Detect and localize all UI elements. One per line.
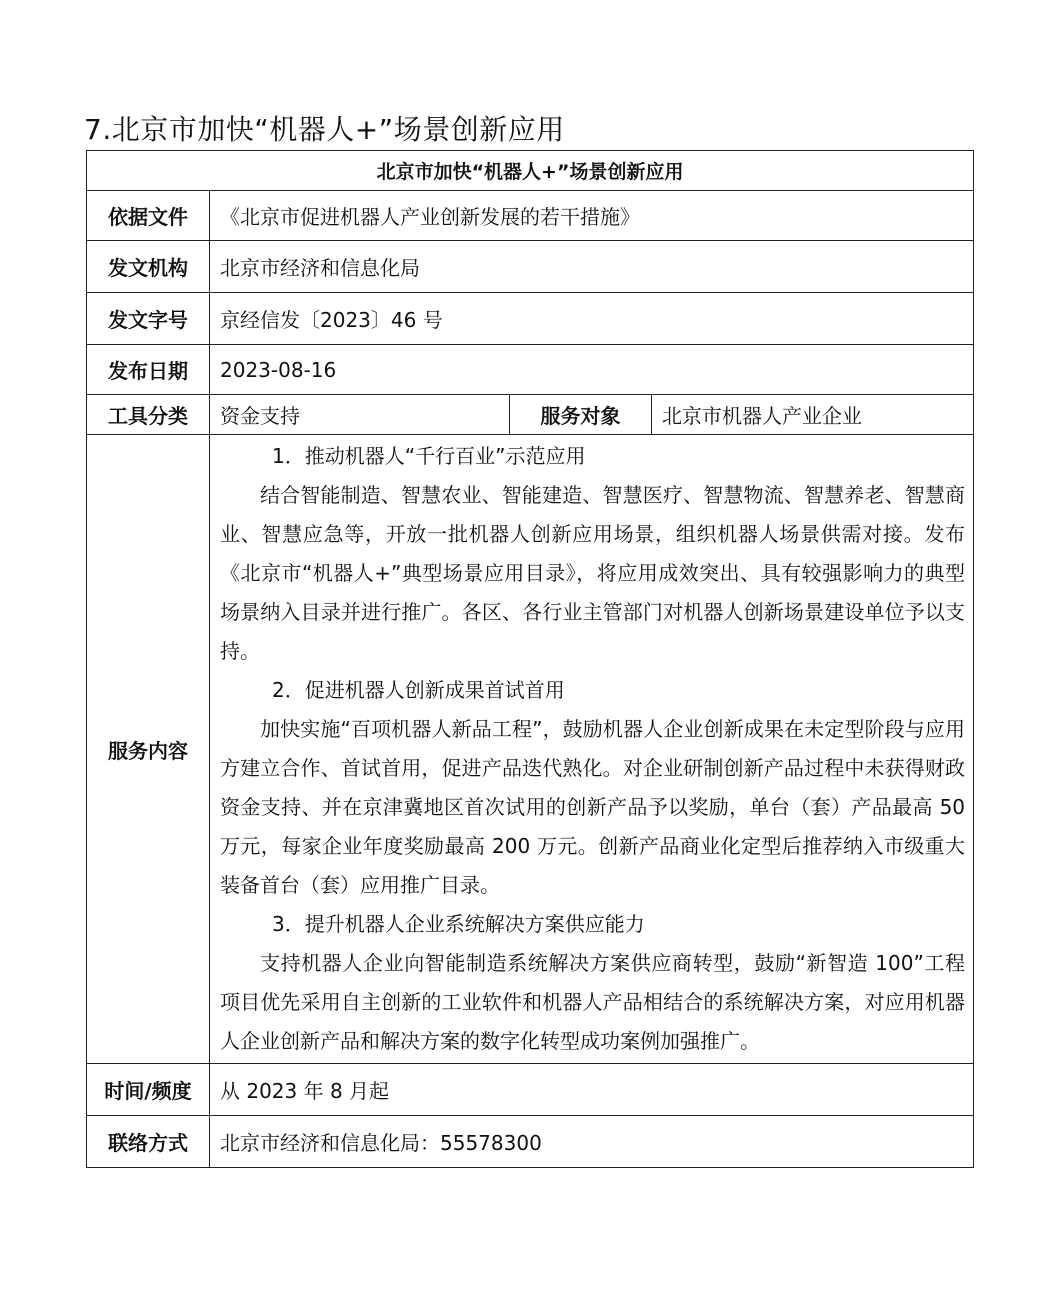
table-title-row	[87, 151, 974, 191]
basis-row	[87, 191, 974, 241]
basis-value: 《北京市促进机器人产业创新发展的若干措施》	[210, 191, 974, 241]
target-label: 服务对象	[510, 395, 652, 435]
service-section-2-title: 2．促进机器人创新成果首试首用	[272, 678, 565, 702]
basis-label: 依据文件	[87, 191, 210, 241]
contact-row	[87, 1116, 974, 1168]
doc-no-row	[87, 293, 974, 345]
tool-label: 工具分类	[87, 395, 210, 435]
tool-value: 资金支持	[210, 395, 510, 435]
service-row	[87, 435, 974, 1064]
time-label: 时间/频度	[87, 1064, 210, 1116]
doc-no-value: 京经信发〔2023〕46 号	[210, 293, 974, 345]
page-heading: 7.北京市加快“机器人+”场景创新应用	[84, 113, 565, 146]
contact-value: 北京市经济和信息化局：55578300	[210, 1116, 974, 1168]
doc-no-label: 发文字号	[87, 293, 210, 345]
time-value: 从 2023 年 8 月起	[210, 1064, 974, 1116]
service-label: 服务内容	[87, 435, 210, 1064]
service-section-1-title: 1．推动机器人“千行百业”示范应用	[272, 444, 586, 468]
issuer-value: 北京市经济和信息化局	[210, 241, 974, 293]
issuer-row	[87, 241, 974, 293]
issuer-label: 发文机构	[87, 241, 210, 293]
service-section-3-title: 3．提升机器人企业系统解决方案供应能力	[272, 912, 645, 936]
date-label: 发布日期	[87, 345, 210, 395]
tool-row	[87, 395, 974, 435]
target-value: 北京市机器人产业企业	[652, 395, 974, 435]
table-title: 北京市加快“机器人+”场景创新应用	[87, 151, 974, 191]
service-section-3-body: 支持机器人企业向智能制造系统解决方案供应商转型，鼓励“新智造 100”工程项目优先采用自主创新的工业软件和机器人产品相结合的系统解决方案，对应用机器人企业创新产品和解决方案的数字化转型成功案例加强推广。	[220, 951, 966, 1053]
service-section-2-body: 加快实施“百项机器人新品工程”，鼓励机器人企业创新成果在未定型阶段与应用方建立合作、首试首用，促进产品迭代熟化。对企业研制创新产品过程中未获得财政资金支持、并在京津冀地区首次试用的创新产品予以奖励，单台（套）产品最高 50 万元，每家企业年度奖励最高 200 万元。创新产品商业化定型后推荐纳入市级重大装备首台（套）应用推广目录。	[220, 717, 966, 897]
contact-label: 联络方式	[87, 1116, 210, 1168]
service-content	[210, 435, 974, 1064]
time-row	[87, 1064, 974, 1116]
policy-table	[86, 150, 974, 1168]
service-section-1-body: 结合智能制造、智慧农业、智能建造、智慧医疗、智慧物流、智慧养老、智慧商业、智慧应急等，开放一批机器人创新应用场景，组织机器人场景供需对接。发布《北京市“机器人+”典型场景应用目录》，将应用成效突出、具有较强影响力的典型场景纳入目录并进行推广。各区、各行业主管部门对机器人创新场景建设单位予以支持。	[220, 483, 966, 663]
date-value: 2023-08-16	[210, 345, 974, 395]
date-row	[87, 345, 974, 395]
